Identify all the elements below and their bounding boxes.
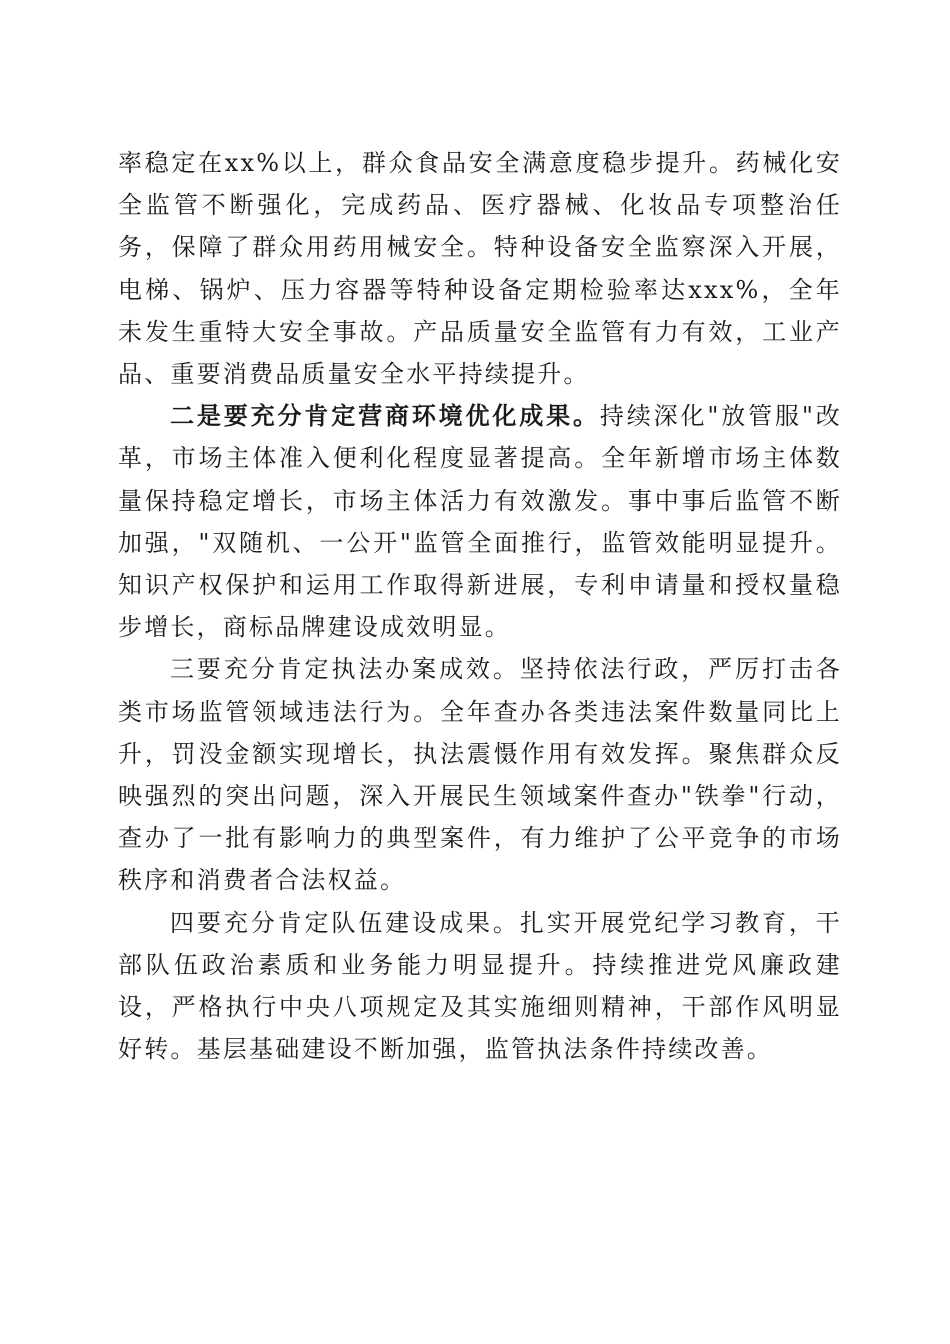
paragraph-team-building: [118, 902, 842, 1071]
paragraph-lead: 二是要充分肯定营商环境优化成果。: [170, 401, 600, 431]
paragraph-text: 坚持依法行政，严厉打击各类市场监管领域违法行为。全年查办各类违法案件数量同比上升，罚没金额实现增长，执法震慑作用有效发挥。聚焦群众反映强烈的突出问题，深入开展民生领域案件查办"铁拳"行动，查办了一批有影响力的典型案件，有力维护了公平竞争的市场秩序和消费者合法权益。: [118, 655, 842, 895]
paragraph-business-environment: [118, 395, 842, 648]
paragraph-lead: 四要充分肯定队伍建设成果。: [170, 908, 520, 937]
paragraph-text: 持续深化"放管服"改革，市场主体准入便利化程度显著提高。全年新增市场主体数量保持稳定增长，市场主体活力有效激发。事中事后监管不断加强，"双随机、一公开"监管全面推行，监管效能明显提升。知识产权保护和运用工作取得新进展，专利申请量和授权量稳步增长，商标品牌建设成效明显。: [118, 402, 843, 642]
document-body: [118, 142, 842, 1070]
paragraph-continuation: [118, 142, 842, 395]
paragraph-lead: 三要充分肯定执法办案成效。: [170, 655, 520, 684]
paragraph-text: 扎实开展党纪学习教育，干部队伍政治素质和业务能力明显提升。持续推进党风廉政建设，严格执行中央八项规定及其实施细则精神，干部作风明显好转。基层基础建设不断加强，监管执法条件持续改善。: [118, 908, 842, 1064]
paragraph-text: 率稳定在xx%以上，群众食品安全满意度稳步提升。药械化安全监管不断强化，完成药品、医疗器械、化妆品专项整治任务，保障了群众用药用械安全。特种设备安全监察深入开展，电梯、锅炉、压力容器等特种设备定期检验率达xxx%，全年未发生重特大安全事故。产品质量安全监管有力有效，工业产品、重要消费品质量安全水平持续提升。: [118, 149, 842, 389]
paragraph-law-enforcement: [118, 648, 842, 901]
